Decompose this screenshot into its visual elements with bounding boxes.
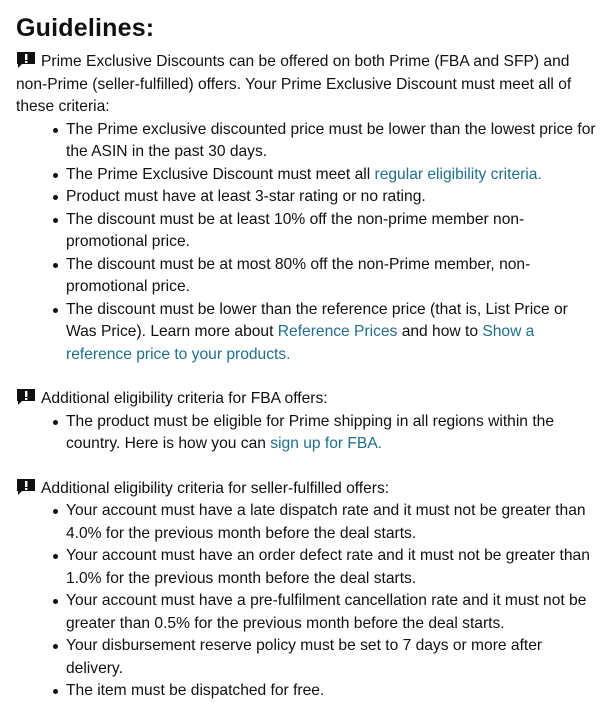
- list-item-text: The discount must be at least 10% off the non-prime member non-promotional price.: [66, 210, 525, 250]
- reference-prices-link[interactable]: Reference Prices: [277, 323, 398, 340]
- section-intro: [16, 51, 598, 119]
- list-item: [66, 254, 598, 299]
- criteria-list: [16, 411, 598, 456]
- section-intro-text: Additional eligibility criteria for FBA offers:: [41, 390, 328, 407]
- list-item: [66, 119, 598, 164]
- list-item-text: Your account must have a pre-fulfilment cancellation rate and it must not be greater than 0.5% for the previous month before the deal starts.: [66, 592, 587, 632]
- note-icon: [16, 51, 36, 68]
- criteria-list: [16, 500, 598, 703]
- note-icon: [16, 388, 36, 405]
- section-intro-text: Additional eligibility criteria for seller-fulfilled offers:: [41, 479, 390, 497]
- list-item-text: Product must have at least 3-star rating or no rating.: [66, 188, 426, 205]
- list-item-text: Your account must have a late dispatch rate and it must not be greater than 4.0% for the previous month before the deal starts.: [66, 502, 586, 542]
- list-item-text: The discount must be lower than the reference price (that is, List Price or Was Price). Learn more about: [66, 300, 568, 340]
- list-item-text: The item must be dispatched for free.: [66, 682, 325, 699]
- list-item-text: The Prime Exclusive Discount must meet all: [66, 165, 375, 183]
- list-item: [66, 545, 598, 590]
- list-item: [66, 186, 598, 209]
- list-item-text: The product must be eligible for Prime shipping in all regions within the country. Here is how you can: [66, 412, 554, 452]
- list-item-text: and how to: [397, 323, 483, 340]
- general-criteria-section: [16, 51, 598, 366]
- list-item: [66, 590, 598, 635]
- list-item-text: Your disbursement reserve policy must be set to 7 days or more after delivery.: [66, 637, 543, 677]
- section-intro: [16, 478, 598, 501]
- section-intro-text: Prime Exclusive Discounts can be offered on both Prime (FBA and SFP) and non-Prime (seller-fulfilled) offers. Your Prime Exclusive Discount must meet all of these criteria:: [16, 53, 572, 115]
- seller-fulfilled-criteria-section: [16, 478, 598, 703]
- list-item: [66, 680, 598, 703]
- section-intro: [16, 388, 598, 411]
- list-item-text: The discount must be at most 80% off the non-Prime member, non-promotional price.: [66, 255, 531, 295]
- criteria-list: [16, 119, 598, 367]
- page-title: Guidelines:: [16, 14, 155, 42]
- sign-up-fba-link[interactable]: sign up for FBA.: [270, 435, 383, 452]
- list-item-text: The Prime exclusive discounted price must be lower than the lowest price for the ASIN in the past 30 days.: [66, 120, 596, 160]
- list-item: [66, 209, 598, 254]
- list-item: [66, 500, 598, 545]
- list-item: [66, 635, 598, 680]
- list-item: [66, 299, 598, 367]
- note-icon: [16, 478, 36, 495]
- list-item: [66, 164, 598, 187]
- fba-criteria-section: [16, 388, 598, 456]
- show-reference-price-link[interactable]: Show a reference price to your products.: [66, 323, 535, 363]
- list-item: [66, 411, 598, 456]
- regular-eligibility-link[interactable]: regular eligibility criteria.: [374, 165, 542, 183]
- list-item-text: Your account must have an order defect rate and it must not be greater than 1.0% for the previous month before the deal starts.: [66, 547, 590, 587]
